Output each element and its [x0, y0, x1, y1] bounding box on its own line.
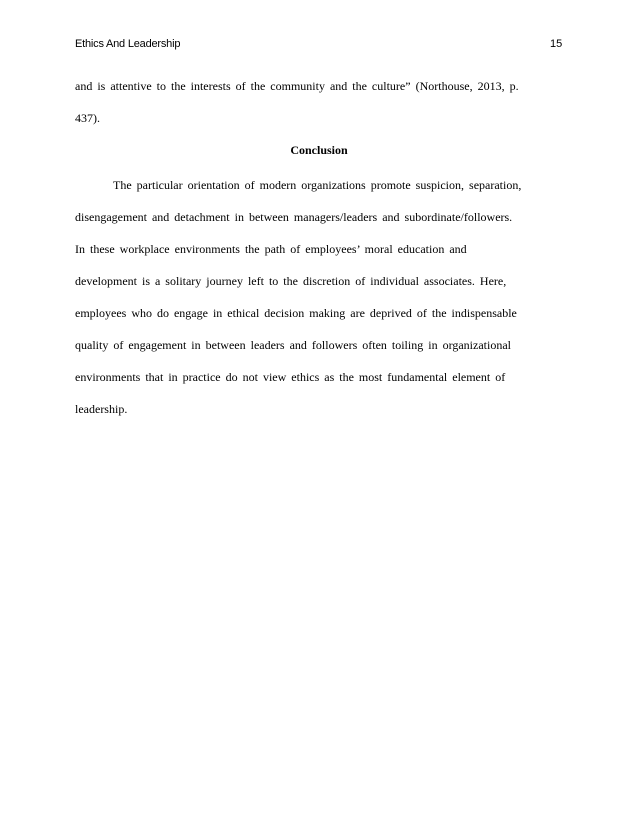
section-heading: Conclusion: [290, 143, 348, 157]
page-number: 15: [550, 38, 563, 50]
paragraph-line-5: employees who do engage in ethical decision making are deprived of the indispensable: [75, 306, 517, 320]
carryover-line-2: 437).: [75, 111, 100, 125]
paragraph-line-2: disengagement and detachment in between managers/leaders and subordinate/followers.: [75, 210, 513, 224]
paragraph-line-8: leadership.: [75, 402, 128, 416]
paragraph-line-7: environments that in practice do not view ethics as the most fundamental element of: [75, 370, 506, 384]
paragraph-line-4: development is a solitary journey left to the discretion of individual associates. Here,: [75, 274, 507, 288]
running-head: Ethics And Leadership: [75, 38, 181, 50]
carryover-line-1: and is attentive to the interests of the community and the culture” (Northouse, 2013, p.: [75, 79, 519, 93]
paragraph-line-1: The particular orientation of modern organizations promote suspicion, separation,: [113, 178, 522, 192]
paragraph-line-3: In these workplace environments the path of employees’ moral education and: [75, 242, 467, 256]
paragraph-line-6: quality of engagement in between leaders and followers often toiling in organizational: [75, 338, 511, 352]
